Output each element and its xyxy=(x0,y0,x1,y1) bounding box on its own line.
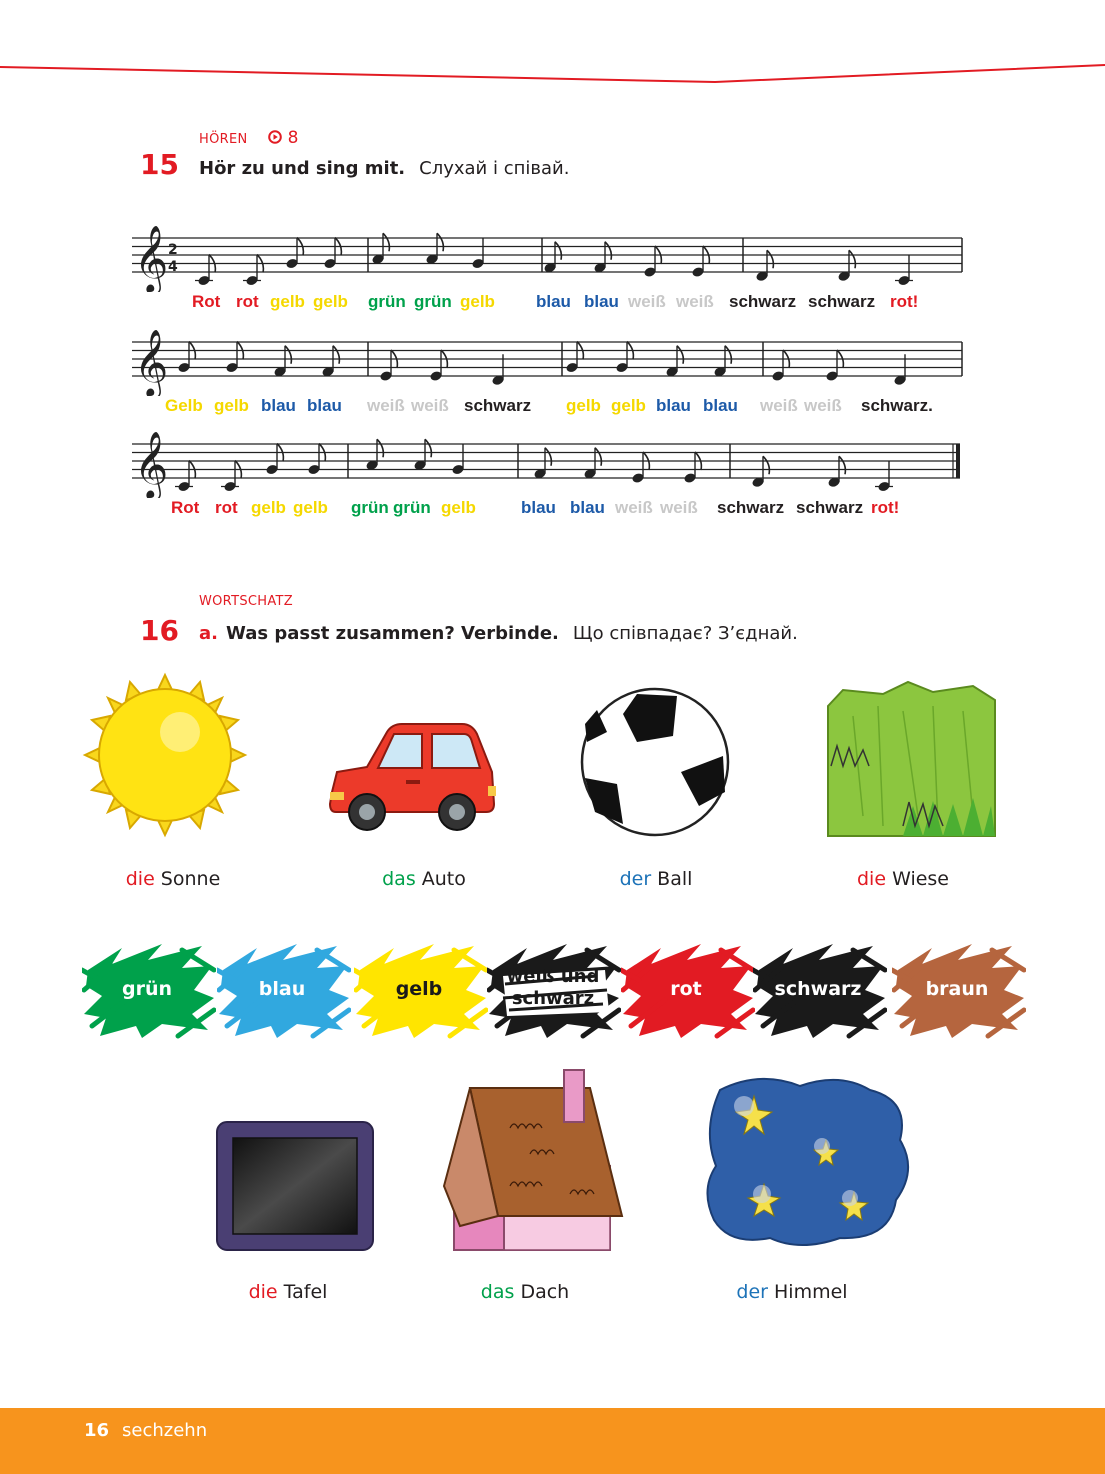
color-label: weiß und schwarz xyxy=(506,966,600,1009)
exercise-15-instruction: Hör zu und sing mit. Слухай і співай. xyxy=(199,158,570,179)
lyric-word: gelb xyxy=(214,396,249,415)
lyric-word: blau xyxy=(521,498,556,517)
page-number-word: sechzehn xyxy=(122,1420,208,1441)
eighth-note xyxy=(285,238,303,270)
music-staff-2 xyxy=(132,324,967,396)
lyric-word: rot xyxy=(236,292,259,311)
lyric-word: blau xyxy=(570,498,605,517)
word-der-ball[interactable]: der Ball xyxy=(619,868,693,890)
page-footer xyxy=(0,1408,1105,1474)
lyric-word: rot! xyxy=(890,292,919,311)
lyric-word: grün xyxy=(393,498,431,517)
eighth-note xyxy=(177,342,195,374)
color-label: blau xyxy=(258,978,306,1000)
lyric-word: weiß xyxy=(615,498,653,517)
lyric-word: blau xyxy=(307,396,342,415)
play-circle-icon xyxy=(268,130,282,144)
lyric-word: blau xyxy=(703,396,738,415)
eighth-note xyxy=(565,342,583,374)
color-label: gelb xyxy=(395,978,443,1000)
lyric-word: weiß xyxy=(660,498,698,517)
music-staff-1 xyxy=(132,220,967,292)
lyric-word: rot! xyxy=(871,498,900,517)
eighth-note xyxy=(771,350,789,382)
color-label: grün xyxy=(121,978,173,1000)
lyric-word: schwarz xyxy=(796,498,864,517)
car-image[interactable] xyxy=(322,712,502,842)
house-roof-image[interactable] xyxy=(440,1066,630,1252)
lyric-word: gelb xyxy=(251,498,286,517)
eighth-note xyxy=(225,342,243,374)
eighth-note xyxy=(195,255,215,287)
eighth-note xyxy=(243,255,263,287)
color-scribble-2[interactable] xyxy=(217,940,347,1040)
section-label-wortschatz: WORTSCHATZ xyxy=(199,594,293,609)
lyric-word: gelb xyxy=(566,396,601,415)
blackboard-image[interactable] xyxy=(215,1120,375,1252)
eighth-note xyxy=(643,246,661,278)
treble-clef-icon: 𝄞 xyxy=(134,430,169,498)
lyric-word: schwarz. xyxy=(861,396,933,415)
eighth-note xyxy=(691,246,709,278)
ball-image[interactable] xyxy=(577,684,733,840)
word-das-auto[interactable]: das Auto xyxy=(382,868,466,890)
eighth-note xyxy=(825,350,843,382)
time-signature: 4 xyxy=(168,259,178,275)
lyric-word: Gelb xyxy=(165,396,203,415)
lyric-word: grün xyxy=(368,292,406,311)
lyric-word: gelb xyxy=(313,292,348,311)
lyric-word: schwarz xyxy=(717,498,785,517)
eighth-note xyxy=(175,461,195,493)
lyric-word: gelb xyxy=(293,498,328,517)
time-signature: 2 xyxy=(168,242,178,258)
lyric-word: grün xyxy=(351,498,389,517)
exercise-number-15: 15 xyxy=(140,148,179,181)
eighth-note xyxy=(265,444,283,476)
quarter-note xyxy=(875,461,893,493)
eighth-note xyxy=(631,452,649,484)
quarter-note xyxy=(451,444,464,476)
lyric-word: gelb xyxy=(460,292,495,311)
lyric-word: gelb xyxy=(611,396,646,415)
eighth-note xyxy=(683,452,701,484)
eighth-note xyxy=(307,444,325,476)
lyric-word: weiß xyxy=(676,292,714,311)
audio-track[interactable]: 8 xyxy=(268,128,299,148)
eighth-note xyxy=(221,461,241,493)
color-label: braun xyxy=(925,978,989,1000)
lyric-word: Rot xyxy=(192,292,221,311)
lyric-word: weiß xyxy=(367,396,405,415)
lyric-word: schwarz xyxy=(729,292,797,311)
lyric-word: weiß xyxy=(760,396,798,415)
page-number: 16 xyxy=(84,1420,110,1441)
word-die-sonne[interactable]: die Sonne xyxy=(125,868,221,890)
color-scribble-3[interactable] xyxy=(354,940,484,1040)
sun-image[interactable] xyxy=(80,670,250,840)
eighth-note xyxy=(429,350,447,382)
quarter-note xyxy=(471,238,484,270)
night-sky-image[interactable] xyxy=(700,1070,920,1254)
lyric-word: blau xyxy=(584,292,619,311)
quarter-note xyxy=(895,255,913,287)
lyric-word: grün xyxy=(414,292,452,311)
lyric-word: weiß xyxy=(411,396,449,415)
color-scribble-6[interactable] xyxy=(753,940,883,1040)
lyric-word: weiß xyxy=(628,292,666,311)
word-der-himmel[interactable]: der Himmel xyxy=(736,1281,848,1303)
lyric-word: Rot xyxy=(171,498,200,517)
word-die-wiese[interactable]: die Wiese xyxy=(856,868,950,890)
music-staff-3 xyxy=(132,426,967,498)
color-scribble-5[interactable] xyxy=(621,940,751,1040)
lyric-word: weiß xyxy=(804,396,842,415)
lyric-word: rot xyxy=(215,498,238,517)
color-scribble-7[interactable] xyxy=(892,940,1022,1040)
lyric-word: gelb xyxy=(441,498,476,517)
word-das-dach[interactable]: das Dach xyxy=(480,1281,570,1303)
exercise-16-instruction: a. Was passt zusammen? Verbinde. Що співпадає? З’єднай. xyxy=(199,623,798,644)
treble-clef-icon: 𝄞 xyxy=(134,224,169,292)
section-label-hoeren: HÖREN 8 xyxy=(199,128,299,148)
lyric-word: schwarz xyxy=(464,396,532,415)
eighth-note xyxy=(323,238,341,270)
color-scribble-4[interactable] xyxy=(487,940,617,1040)
eighth-note xyxy=(615,342,633,374)
color-scribble-1[interactable] xyxy=(82,940,212,1040)
lyric-word: gelb xyxy=(270,292,305,311)
color-label: schwarz xyxy=(774,978,862,1000)
lyric-word: blau xyxy=(656,396,691,415)
color-label: rot xyxy=(670,978,702,1000)
final-bar-line xyxy=(956,444,960,478)
lyric-word: blau xyxy=(261,396,296,415)
meadow-image[interactable] xyxy=(823,676,998,840)
eighth-note xyxy=(379,350,397,382)
lyric-word: blau xyxy=(536,292,571,311)
lyric-word: schwarz xyxy=(808,292,876,311)
treble-clef-icon: 𝄞 xyxy=(134,328,169,396)
top-divider-line xyxy=(0,60,1105,90)
word-die-tafel[interactable]: die Tafel xyxy=(248,1281,328,1303)
exercise-number-16: 16 xyxy=(140,614,179,647)
